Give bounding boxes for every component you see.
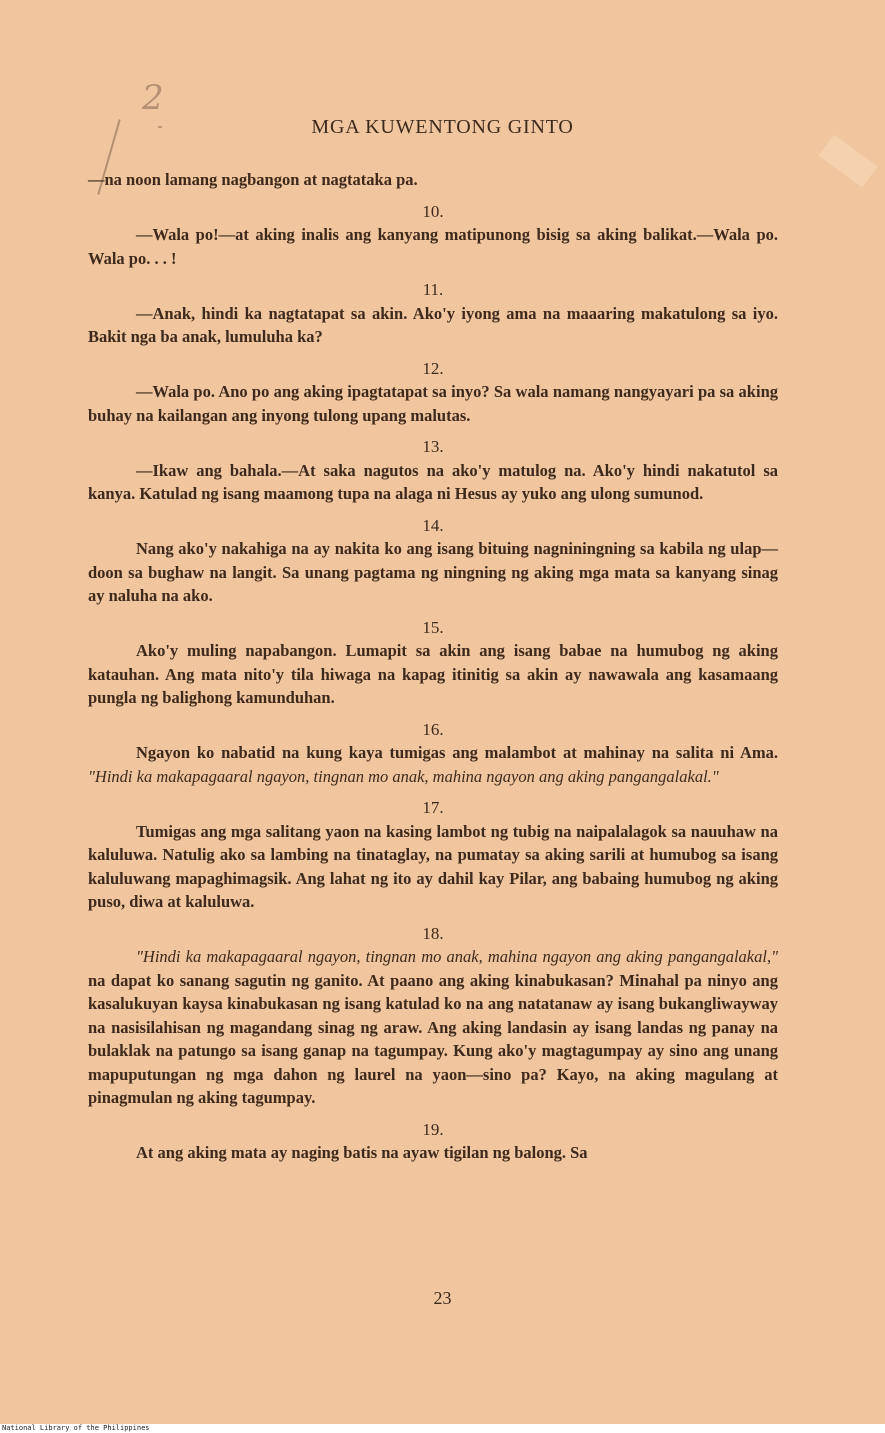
- paragraph-text: —na noon lamang nagbangon at nagtataka pa.: [88, 170, 418, 189]
- paragraph-text: Ngayon ko nabatid na kung kaya tumigas ang malambot at mahinay na salita ni Ama.: [136, 743, 778, 762]
- paragraph: [88, 639, 778, 710]
- paragraph-text: —Wala po!—at aking inalis ang kanyang matipunong bisig sa aking balikat.—Wala po. Wala po. . . !: [88, 225, 778, 268]
- paragraph-text: Nang ako'y nakahiga na ay nakita ko ang isang bituing nagniningning sa kabila ng ulap—doon sa bughaw na langit. Sa unang pagtama ng ningning ng aking mga mata sa kanyang sinag ay naluha na ako.: [88, 539, 778, 605]
- section-number: 14.: [422, 515, 444, 535]
- section-number: 15.: [422, 617, 444, 637]
- paragraph: [88, 945, 778, 1110]
- paragraph: [88, 302, 778, 349]
- italic-quote: "Hindi ka makapagaaral ngayon, tingnan mo anak, mahina ngayon ang aking pangangalakal.": [88, 766, 719, 786]
- paragraph: [88, 537, 778, 608]
- section-number: 12.: [422, 358, 444, 378]
- body-text: [88, 168, 778, 1165]
- paragraph-text: na dapat ko sanang sagutin ng ganito. At paano ang aking kinabukasan? Minahal pa ninyo ang kasalukuyan kaysa kinabukasan ng isang katulad ko na ang natatanaw ay isang bukangliwayway na nasisilahisan ng magandang sinag ng araw. Ang aking landasin ay isang landas ng panay na bulaklak na patungo sa isang ganap na tagumpay. Kung ako'y magtagumpay ay sino ang unang mapuputungan ng mga dahon ng laurel na yaon—sino pa? Kayo, na aking magulang at pinagmulan ng aking tagumpay.: [88, 970, 778, 1107]
- handwritten-page-mark: 2: [142, 78, 164, 118]
- paragraph-text: —Wala po. Ano po ang aking ipagtatapat sa inyo? Sa wala namang nangyayari pa sa aking buhay na kailangan ang inyong tulong upang malutas.: [88, 382, 778, 425]
- paragraph-text: Ako'y muling napabangon. Lumapit sa akin ang isang babae na humubog ng aking katauhan. Ang mata nito'y tila hiwaga na kapag itinitig sa akin ay nawawala ang kasamaang pungla ng balighong kamunduhan.: [88, 641, 778, 707]
- running-header: MGA KUWENTONG GINTO: [311, 116, 574, 138]
- paragraph-text: At ang aking mata ay naging batis na ayaw tigilan ng balong. Sa: [136, 1143, 588, 1162]
- paragraph: [88, 380, 778, 427]
- paragraph: [88, 223, 778, 270]
- section-number: 10.: [422, 201, 444, 221]
- light-streak: [819, 135, 878, 188]
- italic-quote: "Hindi ka makapagaaral ngayon, tingnan mo anak, mahina ngayon ang aking pangangalakal,": [136, 947, 778, 966]
- library-footer: National Library of the Philippines: [2, 1424, 150, 1432]
- paragraph-text: Tumigas ang mga salitang yaon na kasing lambot ng tubig na naipalalagok sa nauuhaw na kaluluwa. Natulig ako sa lambing na tinataglay, na pumatay sa aking sarili at humubog sa isang kaluluwang mapaghimagsik. Ang lahat ng ito ay dahil kay Pilar, ang babaing humubog ng aking puso, diwa at kaluluwa.: [88, 821, 778, 911]
- section-number: 17.: [422, 798, 444, 817]
- section-number: 13.: [422, 437, 444, 456]
- paragraph-text: —Anak, hindi ka nagtatapat sa akin. Ako'y iyong ama na maaaring makatulong sa iyo. Bakit nga ba anak, lumuluha ka?: [88, 303, 778, 346]
- paragraph-text: —Ikaw ang bahala.—At saka nagutos na ako'y matulog na. Ako'y hindi nakatutol sa kanya. Katulad ng isang maamong tupa na alaga ni Hesus ay yuko ang ulong sumunod.: [88, 460, 778, 503]
- paragraph: [88, 820, 778, 914]
- paragraph: [88, 1141, 778, 1165]
- section-number: 11.: [422, 280, 444, 299]
- paragraph-continued: [88, 168, 778, 192]
- page-number: 23: [433, 1288, 452, 1308]
- section-number: 19.: [422, 1119, 444, 1139]
- paragraph: [88, 741, 778, 788]
- section-number: 18.: [422, 923, 444, 943]
- section-number: 16.: [422, 719, 444, 739]
- paragraph: [88, 459, 778, 506]
